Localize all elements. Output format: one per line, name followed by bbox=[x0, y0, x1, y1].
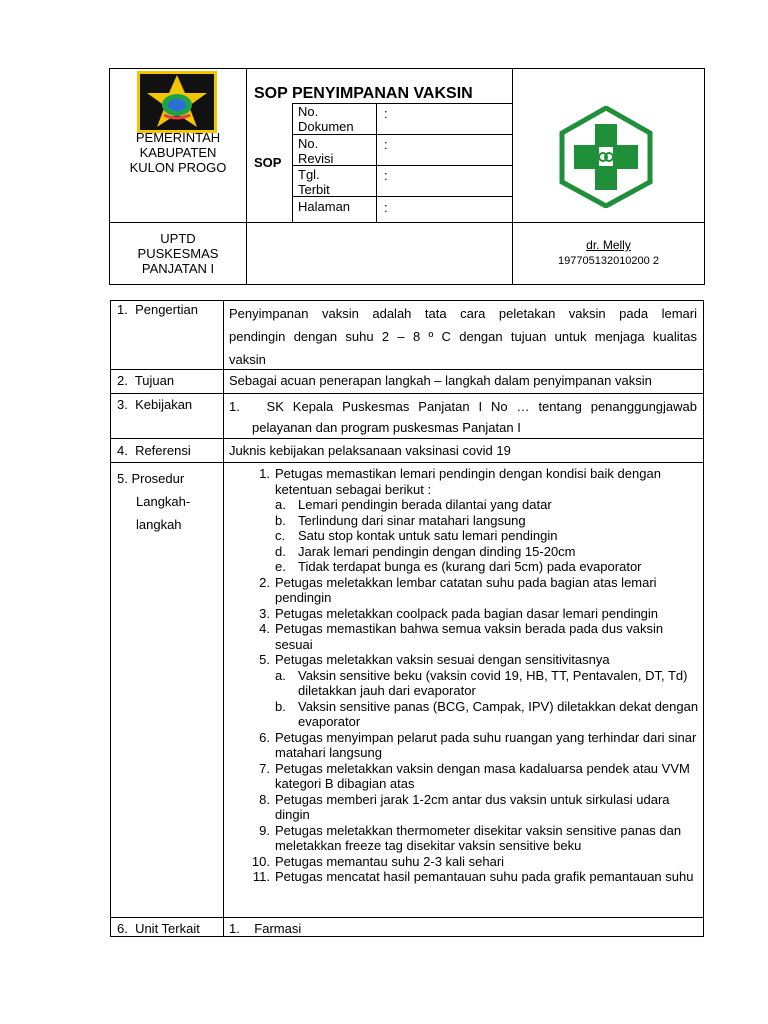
kulon-progo-emblem-icon bbox=[137, 71, 217, 133]
gov-line-2: KABUPATEN bbox=[139, 145, 217, 160]
puskesmas-logo-icon bbox=[559, 106, 653, 208]
government-name bbox=[110, 130, 246, 175]
step-item: 1. Petugas memastikan lemari pendingin dengan kondisi baik dengan ketentuan sebagai berikut : a. Lemari pendingin berada dilantai yang datar b. Terlindung dari sinar matahari langsung c. Satu stop kontak untuk satu lemari pendingin d. Jarak lemari pendingin dengan dinding 15-20cm e. Tidak terdapat bunga es (kurang dari 5cm) pada evaporator bbox=[250, 466, 702, 575]
section-content-tujuan: Sebagai acuan penerapan langkah – langkah dalam penyimpanan vaksin bbox=[229, 373, 652, 388]
field-no-dokumen-value: : bbox=[384, 106, 388, 121]
substep-item: b. Vaksin sensitive panas (BCG, Campak, IPV) diletakkan dekat dengan evaporator bbox=[275, 698, 699, 729]
substep-item: b. Terlindung dari sinar matahari langsung bbox=[275, 512, 526, 528]
section-content-pengertian: Penyimpanan vaksin adalah tata cara peletakan vaksin pada lemari pendingin dengan suhu 2 – 8 º C dengan tujuan untuk menjaga kualitas vaksin bbox=[229, 306, 697, 367]
step-item: 3. Petugas meletakkan coolpack pada bagian dasar lemari pendingin bbox=[259, 605, 659, 621]
step-item: 11. Petugas mencatat hasil pemantauan suhu pada grafik pemantauan suhu bbox=[252, 869, 694, 884]
section-content-kebijakan: 1. SK Kepala Puskesmas Panjatan I No … tentang penanggungjawab pelayanan dan program puskesmas Panjatan I bbox=[229, 399, 697, 435]
section-label-tujuan: 2. Tujuan bbox=[117, 373, 175, 388]
section-content-unit-terkait: 1. Farmasi bbox=[229, 921, 302, 936]
step-item: 6. Petugas menyimpan pelarut pada suhu ruangan yang terhindar dari sinar matahari langsung bbox=[259, 729, 697, 760]
gov-line-3: KULON PROGO bbox=[129, 160, 227, 175]
step-item: 2. Petugas meletakkan lembar catatan suhu pada bagian atas lemari pendingin bbox=[259, 574, 657, 605]
substep-item: d. Jarak lemari pendingin dengan dinding 15-20cm bbox=[275, 543, 576, 559]
field-no-dokumen-label: No. Dokumen bbox=[298, 104, 354, 134]
field-halaman-label: Halaman bbox=[298, 199, 351, 214]
sop-label: SOP bbox=[254, 155, 282, 170]
step-item: 10. Petugas memantau suhu 2-3 kali sehari bbox=[251, 853, 505, 869]
field-tgl-terbit-value: : bbox=[384, 168, 388, 183]
section-content-referensi: Juknis kebijakan pelaksanaan vaksinasi covid 19 bbox=[229, 443, 511, 458]
section-label-kebijakan: 3. Kebijakan bbox=[117, 397, 193, 412]
step-item: 7. Petugas meletakkan vaksin dengan masa kadaluarsa pendek atau VVM kategori B dibagian atas bbox=[259, 760, 690, 791]
signer-nip: 197705132010200 2 bbox=[558, 255, 659, 267]
section-label-unit-terkait: 6. Unit Terkait bbox=[117, 921, 200, 936]
field-no-revisi-label: No. Revisi bbox=[298, 136, 334, 166]
step-item: 8. Petugas memberi jarak 1-2cm antar dus vaksin untuk sirkulasi udara dingin bbox=[259, 791, 670, 822]
document-title: SOP PENYIMPANAN VAKSIN bbox=[254, 85, 473, 102]
field-no-revisi-value: : bbox=[384, 137, 388, 152]
field-halaman-value: : bbox=[384, 200, 388, 215]
section-label-prosedur: 5. Prosedur Langkah- langkah bbox=[117, 471, 191, 532]
gov-line-1: PEMERINTAH bbox=[135, 130, 221, 145]
section-label-pengertian: 1. Pengertian bbox=[117, 302, 198, 317]
procedure-steps bbox=[250, 466, 702, 885]
signer-name: dr. Melly bbox=[586, 238, 631, 252]
field-tgl-terbit-label: Tgl. Terbit bbox=[298, 167, 330, 197]
step-item: 4. Petugas memastikan bahwa semua vaksin berada pada dus vaksin sesuai bbox=[259, 621, 664, 652]
substep-item: e. Tidak terdapat bunga es (kurang dari 5cm) pada evaporator bbox=[275, 559, 642, 574]
section-label-referensi: 4. Referensi bbox=[117, 443, 191, 458]
substep-item: a. Lemari pendingin berada dilantai yang datar bbox=[275, 497, 552, 512]
substep-item: a. Vaksin sensitive beku (vaksin covid 19, HB, TT, Pentavalen, DT, Td) diletakkan jauh dari evaporator bbox=[275, 667, 688, 698]
substep-item: c. Satu stop kontak untuk satu lemari pendingin bbox=[275, 528, 558, 543]
step-item: 9. Petugas meletakkan thermometer disekitar vaksin sensitive panas dan meletakkan freeze tag disekitar vaksin sensitive beku bbox=[259, 822, 682, 853]
institution-name: UPTD PUSKESMAS PANJATAN I bbox=[137, 231, 219, 276]
step-item: 5. Petugas meletakkan vaksin sesuai dengan sensitivitasnya a. Vaksin sensitive beku (vaksin covid 19, HB, TT, Pentavalen, DT, Td) diletakkan jauh dari evaporator b. Vaksin sensitive panas (BCG, Campak, IPV) diletakkan dekat dengan evaporator bbox=[250, 652, 702, 730]
